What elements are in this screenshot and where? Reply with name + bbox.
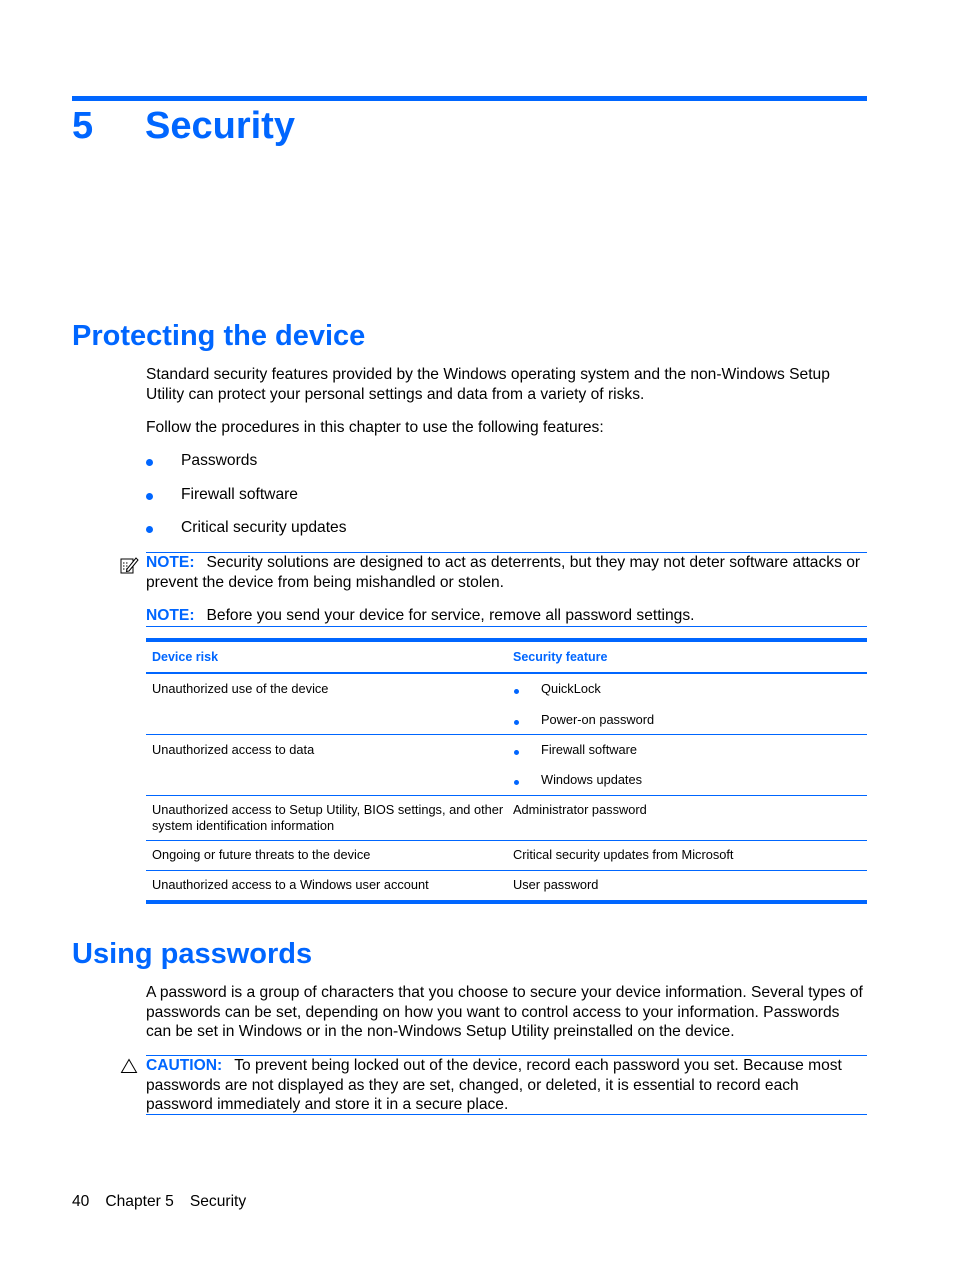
chapter-number: 5 [72,105,94,147]
table-header-rule [146,672,867,674]
section-title-protecting: Protecting the device [72,320,366,352]
chapter-heading [72,101,295,151]
table-cell-feature: Administrator password [513,802,647,817]
note-rule-bottom [146,626,867,627]
table-cell-feature: Critical security updates from Microsoft [513,847,734,862]
footer-title: Security [189,1193,247,1210]
note-text: Security solutions are designed to act as deterrents, but they may not deter software attacks or prevent the device from being mishandled or stolen. [146,554,861,591]
bullet-dot [146,459,153,466]
protecting-follow: Follow the procedures in this chapter to use the following features: [146,419,604,436]
caution-label: CAUTION: [146,1057,223,1074]
table-cell-risk: Unauthorized access to a Windows user account [152,877,429,892]
table-row-rule [146,840,867,841]
note-label: NOTE: [146,554,195,571]
note-pencil-icon [119,555,139,575]
feature-bullet-label: Passwords [181,452,258,469]
section-title-passwords: Using passwords [72,938,313,970]
table-cell-risk: Unauthorized access to data [152,742,315,757]
table-cell-feature: Windows updates [541,772,643,787]
note-label: NOTE: [146,607,195,624]
caution-text: To prevent being locked out of the device, record each password you set. Because most passwords are not displayed as they are set, changed, or deleted, it is essential to record each password immediately and store it in a secure place. [146,1057,842,1113]
caution-rule-bottom [146,1114,867,1115]
footer-chapter: Chapter 5 [105,1193,174,1210]
bullet-dot [146,493,153,500]
note-security-solutions [146,553,867,592]
bullet-dot [514,720,519,725]
table-row-rule [146,795,867,796]
note-text: Before you send your device for service, remove all password settings. [206,607,695,624]
table-cell-feature: Firewall software [541,742,638,757]
passwords-intro: A password is a group of characters that you choose to secure your device information. Several types of passwords can be set, depending on how you want to control access to your information. Passwords can be set in Windows or in the non-Windows Setup Utility preinstalled on the device. [146,984,863,1040]
table-cell-feature: User password [513,877,599,892]
bullet-dot [514,689,519,694]
table-top-rule [146,638,867,642]
page-footer [72,1192,262,1212]
table-row-rule [146,870,867,871]
protecting-intro: Standard security features provided by the Windows operating system and the non-Windows Setup Utility can protect your personal settings and data from a variety of risks. [146,366,830,403]
bullet-dot [514,750,519,755]
caution-triangle-icon [120,1058,138,1074]
feature-bullet-label: Critical security updates [181,519,347,536]
table-cell-risk: Unauthorized access to Setup Utility, BIOS settings, and other system identification information [152,802,504,833]
table-cell-risk: Unauthorized use of the device [152,681,329,696]
table-header-risk: Device risk [152,650,219,664]
feature-bullet-label: Firewall software [181,486,298,503]
bullet-dot [146,526,153,533]
table-cell-feature: QuickLock [541,681,601,696]
note-service [146,606,867,626]
table-cell-risk: Ongoing or future threats to the device [152,847,371,862]
caution-record-password [146,1056,867,1115]
table-cell-feature: Power-on password [541,712,655,727]
table-bottom-rule [146,900,867,904]
table-header-feature: Security feature [513,650,608,664]
bullet-dot [514,780,519,785]
chapter-title: Security [145,105,295,147]
page-number: 40 [72,1193,90,1210]
table-row-rule [146,734,867,735]
